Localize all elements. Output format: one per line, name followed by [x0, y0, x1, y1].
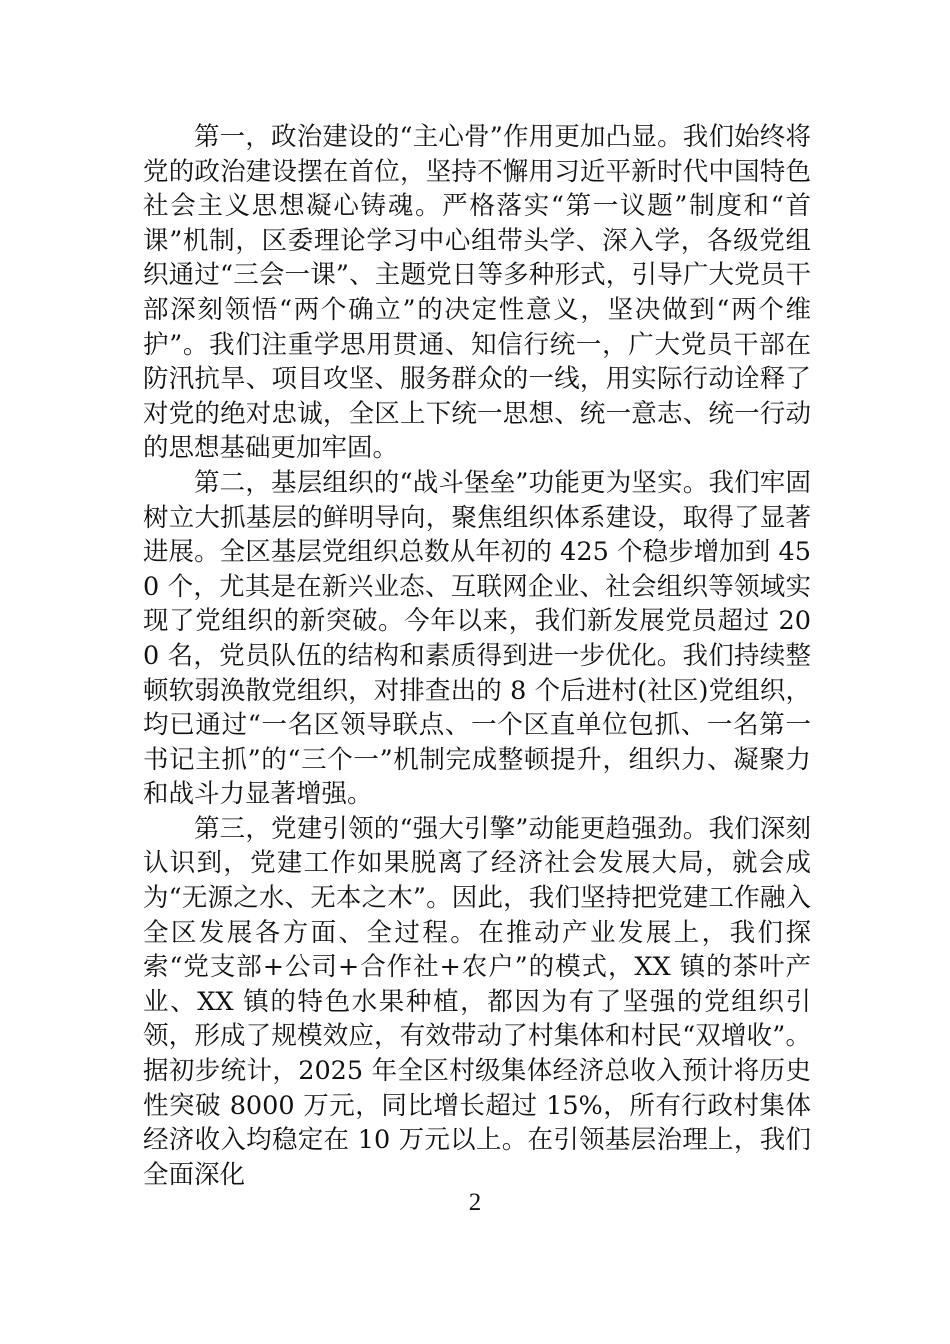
page-number: 2 [468, 1189, 482, 1216]
paragraph-party-building-engine: 第三，党建引领的“强大引擎”动能更趋强劲。我们深刻认识到，党建工作如果脱离了经济社会发展大局，就会成为“无源之水、无本之木”。因此，我们坚持把党建工作融入全区发展各方面、全过程。在推动产业发展上，我们探索“党支部+公司+合作社+农户”的模式，XX 镇的茶叶产业、XX 镇的特色水果种植，都因为有了坚强的党组织引领，形成了规模效应，有效带动了村集体和村民“双增收”。据初步统计，2025 年全区村级集体经济总收入预计将历史性突破 8000 万元，同比增长超过 15%，所有行政村集体经济收入均稳定在 10 万元以上。在引领基层治理上，我们全面深化 [143, 813, 811, 1190]
paragraph-political-building: 第一，政治建设的“主心骨”作用更加凸显。我们始终将党的政治建设摆在首位，坚持不懈用习近平新时代中国特色社会主义思想凝心铸魂。严格落实“第一议题”制度和“首课”机制，区委理论学习中心组带头学、深入学，各级党组织通过“三会一课”、主题党日等多种形式，引导广大党员干部深刻领悟“两个确立”的决定性意义，坚决做到“两个维护”。我们注重学思用贯通、知信行统一，广大党员干部在防汛抗旱、项目攻坚、服务群众的一线，用实际行动诠释了对党的绝对忠诚，全区上下统一思想、统一意志、统一行动的思想基础更加牢固。 [143, 122, 811, 464]
body-text [143, 120, 811, 1192]
paragraph-grassroots-organization: 第二，基层组织的“战斗堡垒”功能更为坚实。我们牢固树立大抓基层的鲜明导向，聚焦组织体系建设，取得了显著进展。全区基层党组织总数从年初的 425 个稳步增加到 450 个，尤其是在新兴业态、互联网企业、社会组织等领域实现了党组织的新突破。今年以来，我们新发展党员超过 200 名，党员队伍的结构和素质得到进一步优化。我们持续整顿软弱涣散党组织，对排查出的 8 个后进村(社区)党组织，均已通过“一名区领导联点、一个区直单位包抓、一名第一书记主抓”的“三个一”机制完成整顿提升，组织力、凝聚力和战斗力显著增强。 [143, 467, 811, 810]
